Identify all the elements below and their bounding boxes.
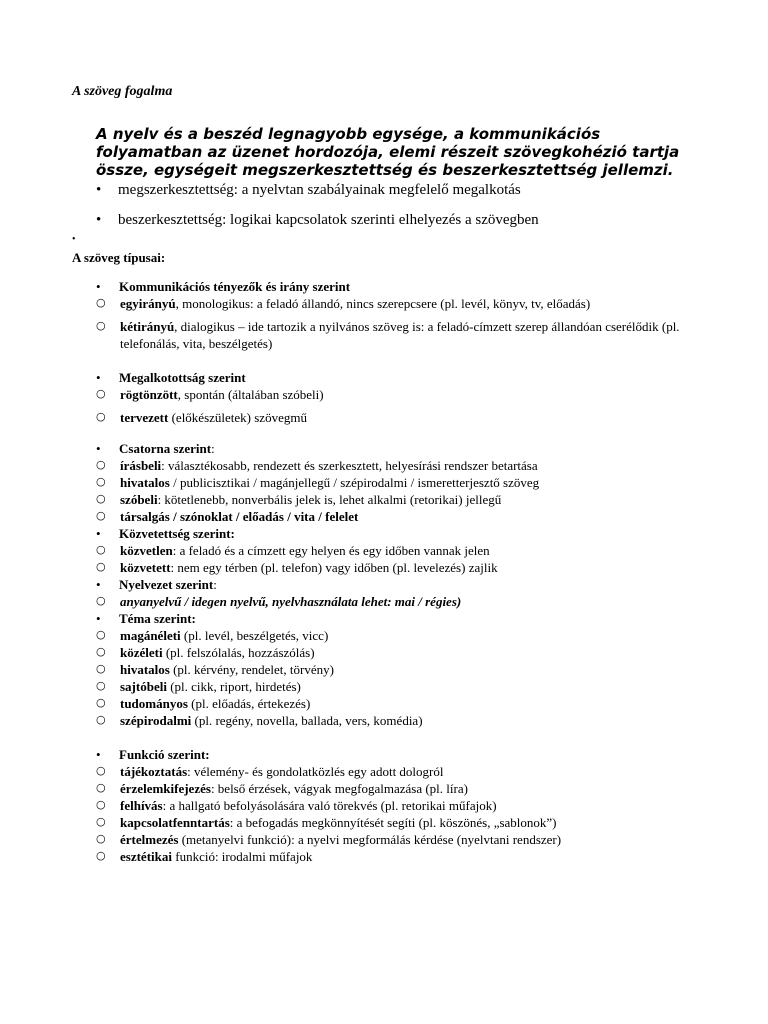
list-item: ○ tudományos (pl. előadás, értekezés) bbox=[96, 696, 311, 711]
section-heading: • Funkció szerint: bbox=[96, 747, 210, 762]
circle-bullet-icon: ○ bbox=[96, 492, 106, 505]
section-heading: • Kommunikációs tényezők és irány szerint bbox=[96, 279, 351, 294]
list-item: ○ felhívás: a hallgató befolyásolására való törekvés (pl. retorikai műfajok) bbox=[96, 798, 497, 813]
list-item: ○ kapcsolatfenntartás: a befogadás megkönnyítését segíti (pl. köszönés, „sablonok”) bbox=[96, 815, 557, 830]
list-item bbox=[96, 211, 716, 230]
circle-bullet-icon: ○ bbox=[96, 319, 106, 332]
empty-bullet-icon: • bbox=[72, 234, 76, 245]
list-item: ○ tervezett (előkészületek) szövegmű bbox=[96, 410, 307, 425]
circle-bullet-icon: ○ bbox=[96, 815, 106, 828]
list-item: ○ szépirodalmi (pl. regény, novella, ballada, vers, komédia) bbox=[96, 713, 423, 728]
list-item: ○ társalgás / szónoklat / előadás / vita / felelet bbox=[96, 509, 359, 524]
bullet-icon: • bbox=[96, 611, 101, 626]
circle-bullet-icon: ○ bbox=[96, 509, 106, 522]
circle-bullet-icon: ○ bbox=[96, 387, 106, 400]
list-item: ○ egyirányú, monologikus: a feladó állandó, nincs szerepcsere (pl. levél, könyv, tv, előadás) bbox=[96, 296, 591, 311]
circle-bullet-icon: ○ bbox=[96, 781, 106, 794]
section-title: A szöveg típusai: bbox=[72, 250, 166, 265]
bullet-icon: • bbox=[96, 182, 102, 198]
circle-bullet-icon: ○ bbox=[96, 662, 106, 675]
list-item: ○ kétirányú, dialogikus – ide tartozik a nyilvános szöveg is: a feladó-címzett szerep állandóan cserélődik (pl. telefonálás, vita, beszélgetés) bbox=[96, 319, 680, 351]
list-item: ○ sajtóbeli (pl. cikk, riport, hirdetés) bbox=[96, 679, 301, 694]
list-item bbox=[96, 181, 716, 200]
section-heading: • Csatorna szerint: bbox=[96, 441, 215, 456]
bullet-icon: • bbox=[96, 526, 101, 541]
bullet-icon: • bbox=[96, 370, 101, 385]
circle-bullet-icon: ○ bbox=[96, 410, 106, 423]
list-item: ○ esztétikai funkció: irodalmi műfajok bbox=[96, 849, 313, 864]
bullet-icon: • bbox=[96, 279, 101, 294]
list-item: ○ közéleti (pl. felszólalás, hozzászólás) bbox=[96, 645, 315, 660]
list-item: ○ szóbeli: kötetlenebb, nonverbális jelek is, lehet alkalmi (retorikai) jellegű bbox=[96, 492, 502, 507]
list-item: ○ közvetlen: a feladó és a címzett egy helyen és egy időben vannak jelen bbox=[96, 543, 490, 558]
list-item: ○ rögtönzött, spontán (általában szóbeli) bbox=[96, 387, 324, 402]
circle-bullet-icon: ○ bbox=[96, 645, 106, 658]
list-item: ○ magánéleti (pl. levél, beszélgetés, vicc) bbox=[96, 628, 329, 643]
list-item: ○ közvetett: nem egy térben (pl. telefon) vagy időben (pl. levelezés) zajlik bbox=[96, 560, 498, 575]
list-item: ○ hivatalos (pl. kérvény, rendelet, törvény) bbox=[96, 662, 334, 677]
bullet-icon: • bbox=[96, 747, 101, 762]
list-item: ○ anyanyelvű / idegen nyelvű, nyelvhasználata lehet: mai / régies) bbox=[96, 594, 462, 609]
circle-bullet-icon: ○ bbox=[96, 679, 106, 692]
circle-bullet-icon: ○ bbox=[96, 628, 106, 641]
list-item-text: beszerkesztettség: logikai kapcsolatok szerinti elhelyezés a szövegben bbox=[118, 212, 539, 228]
circle-bullet-icon: ○ bbox=[96, 560, 106, 573]
list-item: ○ értelmezés (metanyelvi funkció): a nyelvi megformálás kérdése (nyelvtani rendszer) bbox=[96, 832, 562, 847]
list-item: ○ érzelemkifejezés: belső érzések, vágyak megfogalmazása (pl. líra) bbox=[96, 781, 468, 796]
bullet-icon: • bbox=[96, 577, 101, 592]
circle-bullet-icon: ○ bbox=[96, 764, 106, 777]
list-item-text: megszerkesztettség: a nyelvtan szabályainak megfelelő megalkotás bbox=[118, 182, 521, 198]
types-list bbox=[96, 278, 696, 865]
circle-bullet-icon: ○ bbox=[96, 713, 106, 726]
list-item: ○ hivatalos / publicisztikai / magánjellegű / szépirodalmi / ismeretterjesztő szöveg bbox=[96, 475, 540, 490]
circle-bullet-icon: ○ bbox=[96, 696, 106, 709]
circle-bullet-icon: ○ bbox=[96, 475, 106, 488]
circle-bullet-icon: ○ bbox=[96, 798, 106, 811]
section-heading: • Nyelvezet szerint: bbox=[96, 577, 217, 592]
circle-bullet-icon: ○ bbox=[96, 458, 106, 471]
circle-bullet-icon: ○ bbox=[96, 543, 106, 556]
list-item: ○ írásbeli: választékosabb, rendezett és szerkesztett, helyesírási rendszer betartása bbox=[96, 458, 538, 473]
circle-bullet-icon: ○ bbox=[96, 849, 106, 862]
main-bullet-list bbox=[96, 181, 716, 241]
section-heading: • Közvetettség szerint: bbox=[96, 526, 235, 541]
circle-bullet-icon: ○ bbox=[96, 832, 106, 845]
section-heading: • Téma szerint: bbox=[96, 611, 196, 626]
circle-bullet-icon: ○ bbox=[96, 296, 106, 309]
definition-paragraph: A nyelv és a beszéd legnagyobb egysége, a kommunikációs folyamatban az üzenet hordozója, elemi részeit szövegkohézió tartja össze, egységeit megszerkesztettség és beszerkesztettség jellemzi. bbox=[96, 125, 680, 179]
section-heading: • Megalkotottság szerint bbox=[96, 370, 246, 385]
bullet-icon: • bbox=[96, 212, 102, 228]
bullet-icon: • bbox=[96, 441, 101, 456]
page-title: A szöveg fogalma bbox=[72, 84, 173, 99]
circle-bullet-icon: ○ bbox=[96, 594, 106, 607]
list-item: ○ tájékoztatás: vélemény- és gondolatközlés egy adott dologról bbox=[96, 764, 444, 779]
